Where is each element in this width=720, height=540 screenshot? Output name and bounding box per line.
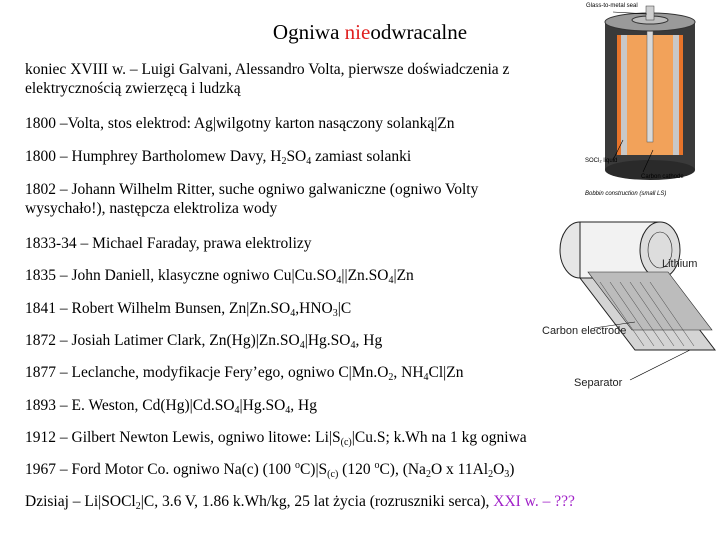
- history-item-daniell: 1835 – John Daniell, klasyczne ogniwo $Cu|Cu.SO_4||Zn.SO_4|Zn$: [25, 267, 414, 286]
- history-item-weston: 1893 – E. Weston, $Cd(Hg)|Cd.SO_4|Hg.SO_4$, Hg: [25, 397, 317, 416]
- lithium-label: Lithium: [662, 258, 698, 270]
- glass-seal-label: Glass-to-metal seal: [586, 3, 638, 9]
- spiral-cell-diagram: [540, 210, 720, 400]
- carbon-electrode-label: Carbon electrode: [542, 325, 627, 337]
- history-item-leclanche: 1877 – Leclanche, modyfikacje Fery’ego, ogniwo $C|Mn.O_2$, $NH_4Cl|Zn$: [25, 364, 464, 383]
- bobbin-caption: Bobbin construction (small LS): [585, 191, 667, 197]
- history-item-today: Dzisiaj – Li|SOCl$_2$|C, 3.6 V, 1.86 k.Wh/kg, 25 lat życia (rozruszniki serca), XXI w. – ???: [25, 493, 575, 512]
- separator-label: Separator: [574, 377, 623, 389]
- history-item-bunsen: 1841 – Robert Wilhelm Bunsen, $Zn|Zn.SO_4,HNO_3|C$: [25, 300, 352, 319]
- future-highlight: XXI w. – ???: [493, 493, 575, 510]
- carbon-cathode-label: Carbon cathode: [641, 174, 684, 180]
- title-highlight: nie: [344, 20, 371, 44]
- history-item-faraday: 1833-34 – Michael Faraday, prawa elektrolizy: [25, 235, 312, 252]
- history-item-clark: 1872 – Josiah Latimer Clark, $Zn(Hg)|Zn.SO_4|Hg.SO_4$, Hg: [25, 332, 383, 351]
- history-item-ford: 1967 – Ford Motor Co. ogniwo Na(c) (100 $^oC)|S_{(c)}$ (120 $^o$C), ($Na_2O$ x $11Al_2O_3$): [25, 460, 515, 480]
- history-item-lewis: 1912 – Gilbert Newton Lewis, ogniwo litowe: $Li|S_{(c)}|Cu.S$; k.Wh na 1 kg ogniwa: [25, 429, 527, 448]
- history-item-volta: 1800 –Volta, stos elektrod: Ag|wilgotny karton nasączony solanką|Zn: [25, 115, 455, 132]
- title-part: odwracalne: [370, 20, 468, 44]
- history-item-ritter: 1802 – Johann Wilhelm Ritter, suche ogniwo galwaniczne (ogniwo Volty wysychało!), następcza elektroliza wody: [25, 181, 479, 217]
- title-part: Ogniwa: [272, 20, 345, 44]
- history-item-davy: 1800 – Humphrey Bartholomew Davy, $H_2SO_4$ zamiast solanki: [25, 148, 412, 167]
- socl2-label: SOCl₂ liquid: [585, 158, 618, 164]
- history-item-galvani: koniec XVIII w. – Luigi Galvani, Alessandro Volta, pierwsze doświadczenia z elektrycznością zwierzęcą i ludzką: [25, 61, 510, 97]
- bobbin-cell-diagram: [583, 0, 720, 205]
